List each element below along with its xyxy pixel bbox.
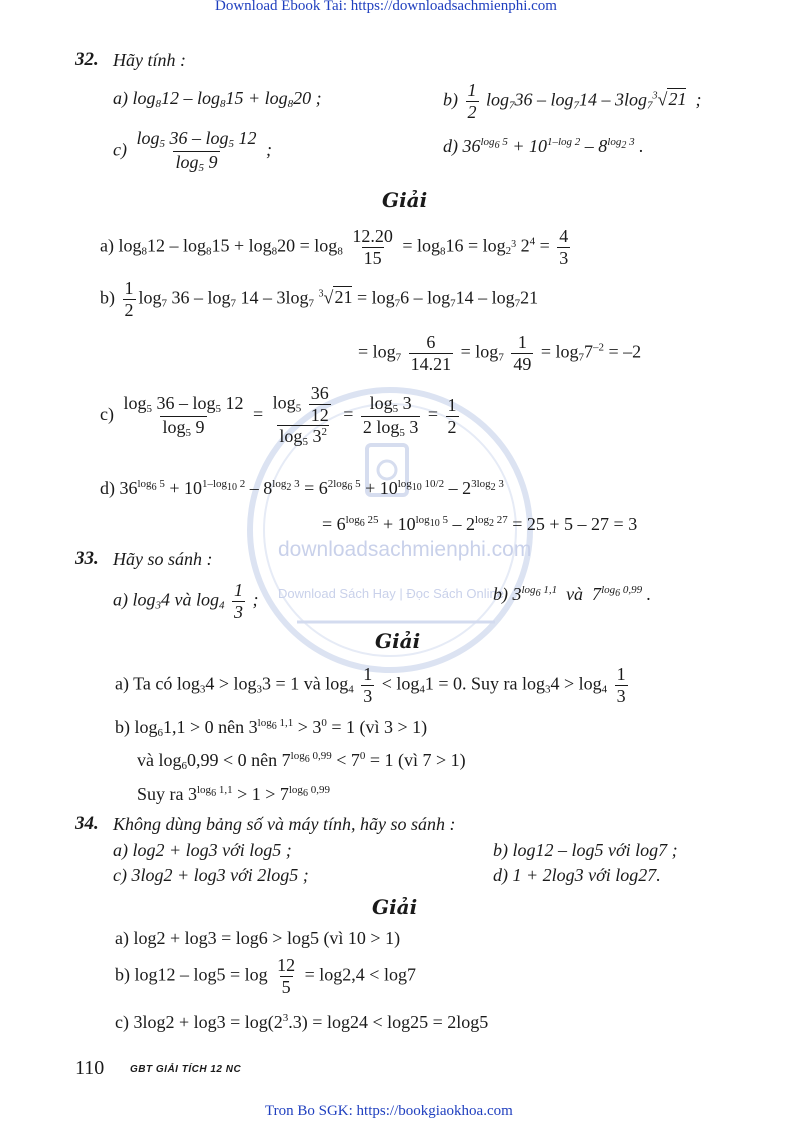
s34-a: a) log2 + log3 = log6 > log5 (vì 10 > 1) — [115, 928, 401, 948]
problem-title: Hãy so sánh : — [113, 549, 213, 569]
s33-b1: b) $\log_61,1 > 0$ nên $3^{log_6 1,1} > 3^0 = 1$ (vì 3 > 1) — [115, 717, 428, 739]
p32-d: d) $36^{log_6 5} + 10^{1-log 2} - 8^{log_2 3}$ . — [443, 136, 644, 156]
solution-heading: Giải — [375, 629, 421, 653]
s34-b: b) log12 – log5 = log $\frac{12}{5}$ = log2,4 < log7 — [115, 955, 416, 997]
s33-a: a) Ta có $\log_34 > \log_33 = 1$ và $\log_4$ $\frac{1}{3}$ < $\log_41 = 0$. Suy ra $\log_34 > \log_4$ $\frac{1}{3}$ — [115, 664, 626, 706]
p32-c: c) $\frac{\log_5 36 - \log_5 12}{\log_5 9}$ ; — [113, 128, 273, 174]
problem-number: 34. — [75, 813, 99, 834]
p33-a: a) $\log_34$ và $\log_4$ $\frac{1}{3}$ ; — [113, 580, 259, 622]
s32-a: a) $\log_812 - \log_815 + \log_820 = \log_8$ $\frac{12.20}{15}$ = $\log_816 = \log_{2^3} 2^4$ = $\frac{4}{3}$ — [100, 226, 569, 268]
s33-b3: Suy ra $3^{log_6 1,1} > 1 > 7^{log_6 0,99}$ — [137, 784, 330, 804]
s32-c: c) $\frac{\log_5 36 - \log_5 12}{\log_5 9}$ = $\log_5$ $\frac{36}{12}$ $\log_5 3^2$ = $\frac{\log_5 3}{2 \log_5 3}$ = $\frac{1}{2}$ — [100, 383, 457, 449]
p33-b: b) $3^{log_6 1,1}$ và $7^{log_6 0,99}$ . — [493, 584, 652, 604]
p34-a: a) log2 + log3 với log5 ; — [113, 840, 292, 860]
p32-a: a) $\log_812 - \log_815 + \log_820$ ; — [113, 88, 322, 110]
s32-b1: b) $\frac{1}{2}$ $\log_7 36 - \log_7 14 - 3\log_7$ $^3√21 = \log_76 - \log_714 - \log_721$ — [100, 278, 539, 320]
p32-b: b) $\frac{1}{2}$ $\log_736 - \log_714 - 3\log_7^3√21$ ; — [443, 80, 702, 122]
book-title: GBT GIẢI TÍCH 12 NC — [130, 1064, 242, 1075]
problem-title: Không dùng bảng số và máy tính, hãy so sánh : — [113, 814, 456, 834]
s32-b2: = $\log_7$ $\frac{6}{14.21}$ = $\log_7$ $\frac{1}{49}$ = $\log_77^{-2} = -2$ — [358, 332, 642, 374]
solution-heading: Giải — [372, 895, 418, 919]
problem-number: 32. — [75, 49, 99, 70]
problem-number: 33. — [75, 548, 99, 569]
watermark-site: downloadsachmienphi.com — [278, 538, 532, 561]
s34-c: c) $3\log 2 + \log 3 = \log(2^3.3) = \log 24 < \log 25 = 2\log 5$ — [115, 1012, 489, 1032]
problem-title: Hãy tính : — [113, 50, 186, 70]
s33-b2: và $\log_60,99 < 0$ nên $7^{log_6 0,99} < 7^0 = 1$ (vì 7 > 1) — [137, 750, 466, 772]
p34-d: d) 1 + 2log3 với log27. — [493, 865, 661, 885]
s32-d1: d) $36^{log_6 5} + 10^{1-log_{10} 2} - 8^{log_2 3} = 6^{2log_6 5} + 10^{log_{10} 10/2} - 2^{3log_2 3}$ — [100, 478, 504, 498]
footer-sgk-link[interactable]: Tron Bo SGK: https://bookgiaokhoa.com — [265, 1103, 513, 1119]
watermark-tagline: Download Sách Hay | Đọc Sách Online — [278, 586, 504, 601]
s32-d2: = $6^{log_6 25} + 10^{log_{10} 5} - 2^{log_2 27} = 25 + 5 - 27 = 3$ — [322, 514, 638, 534]
p34-c: c) 3log2 + log3 với 2log5 ; — [113, 865, 309, 885]
page-number: 110 — [75, 1057, 105, 1079]
solution-heading: Giải — [382, 188, 428, 212]
p34-b: b) log12 – log5 với log7 ; — [493, 840, 678, 860]
header-download-link[interactable]: Download Ebook Tai: https://downloadsachmienphi.com — [215, 0, 557, 14]
